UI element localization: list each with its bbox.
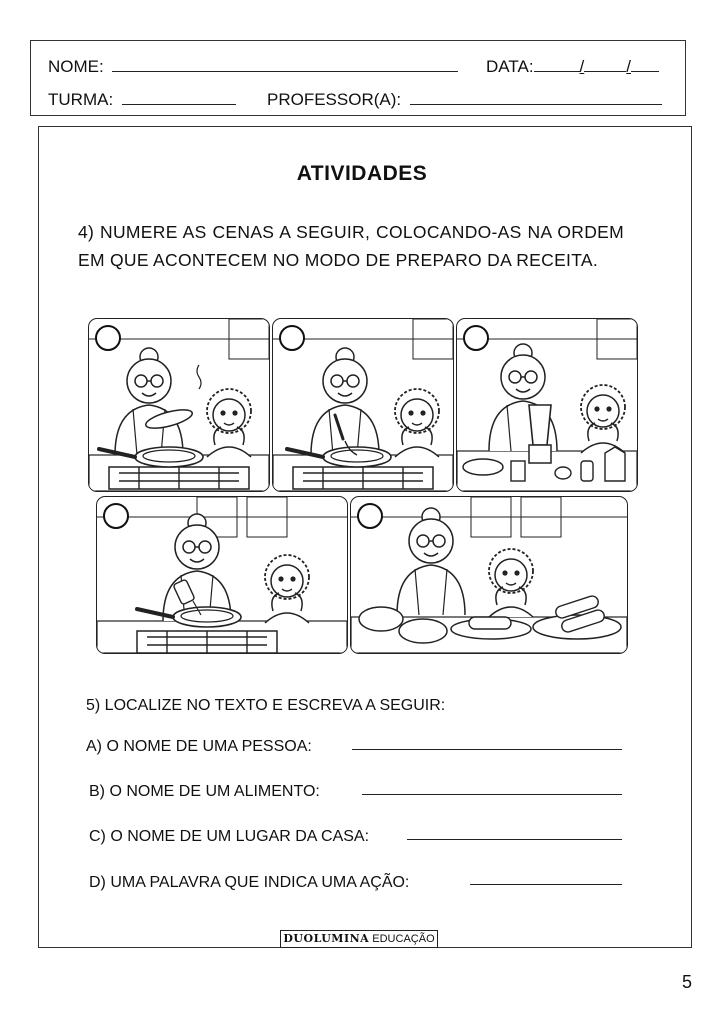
nome-label: NOME: [48, 57, 104, 76]
question-4-text: 4) NUMERE AS CENAS A SEGUIR, COLOCANDO-AS NA ORDEM EM QUE ACONTECEM NO MODO DE PREPARO DA RECEITA. [78, 222, 624, 270]
data-month-field[interactable] [584, 55, 626, 72]
question-5b-label: B) O NOME DE UM ALIMENTO: [89, 783, 320, 800]
professor-row [267, 88, 662, 110]
question-5c-label: C) O NOME DE UM LUGAR DA CASA: [89, 828, 370, 845]
scene-oiling-pan-number-circle[interactable] [103, 503, 129, 529]
turma-label: TURMA: [48, 90, 114, 109]
turma-row [48, 88, 236, 110]
question-5d-label: D) UMA PALAVRA QUE INDICA UMA AÇÃO: [89, 874, 410, 891]
professor-label: PROFESSOR(A): [267, 90, 402, 109]
question-5b-answer-line[interactable] [362, 794, 622, 795]
page-title: ATIVIDADES [296, 162, 428, 185]
scene-blending-ingredients-number-circle[interactable] [463, 325, 489, 351]
scene-flipping-pancake [88, 318, 270, 492]
scene-rolling-pancakes [350, 496, 628, 654]
data-slash-1: / [579, 57, 585, 76]
question-5-prompt: 5) LOCALIZE NO TEXTO E ESCREVA A SEGUIR: [86, 697, 446, 714]
question-5a-label: A) O NOME DE UMA PESSOA: [86, 738, 312, 755]
publisher-brand: DUOLUMINA [283, 932, 370, 945]
scene-pouring-batter-number-circle[interactable] [279, 325, 305, 351]
turma-field[interactable] [122, 88, 236, 105]
publisher-suffix: EDUCAÇÃO [372, 933, 435, 945]
question-5c-answer-line[interactable] [407, 839, 622, 840]
page-number: 5 [682, 972, 693, 992]
data-row [486, 55, 659, 77]
scene-oiling-pan [96, 496, 348, 654]
publisher-logo [280, 930, 438, 948]
question-5a-answer-line[interactable] [352, 749, 622, 750]
scene-rolling-pancakes-number-circle[interactable] [357, 503, 383, 529]
data-day-field[interactable] [534, 55, 580, 72]
scene-oiling-pan-illustration [97, 497, 347, 653]
question-5d-answer-line[interactable] [470, 884, 622, 885]
data-year-field[interactable] [631, 55, 659, 72]
data-slash-2: / [626, 57, 632, 76]
scene-pouring-batter [272, 318, 454, 492]
data-label: DATA: [486, 57, 534, 76]
professor-field[interactable] [410, 88, 662, 105]
scene-flipping-pancake-number-circle[interactable] [95, 325, 121, 351]
scene-rolling-pancakes-illustration [351, 497, 627, 653]
scene-blending-ingredients [456, 318, 638, 492]
nome-field[interactable] [112, 55, 458, 72]
nome-row [48, 55, 458, 77]
